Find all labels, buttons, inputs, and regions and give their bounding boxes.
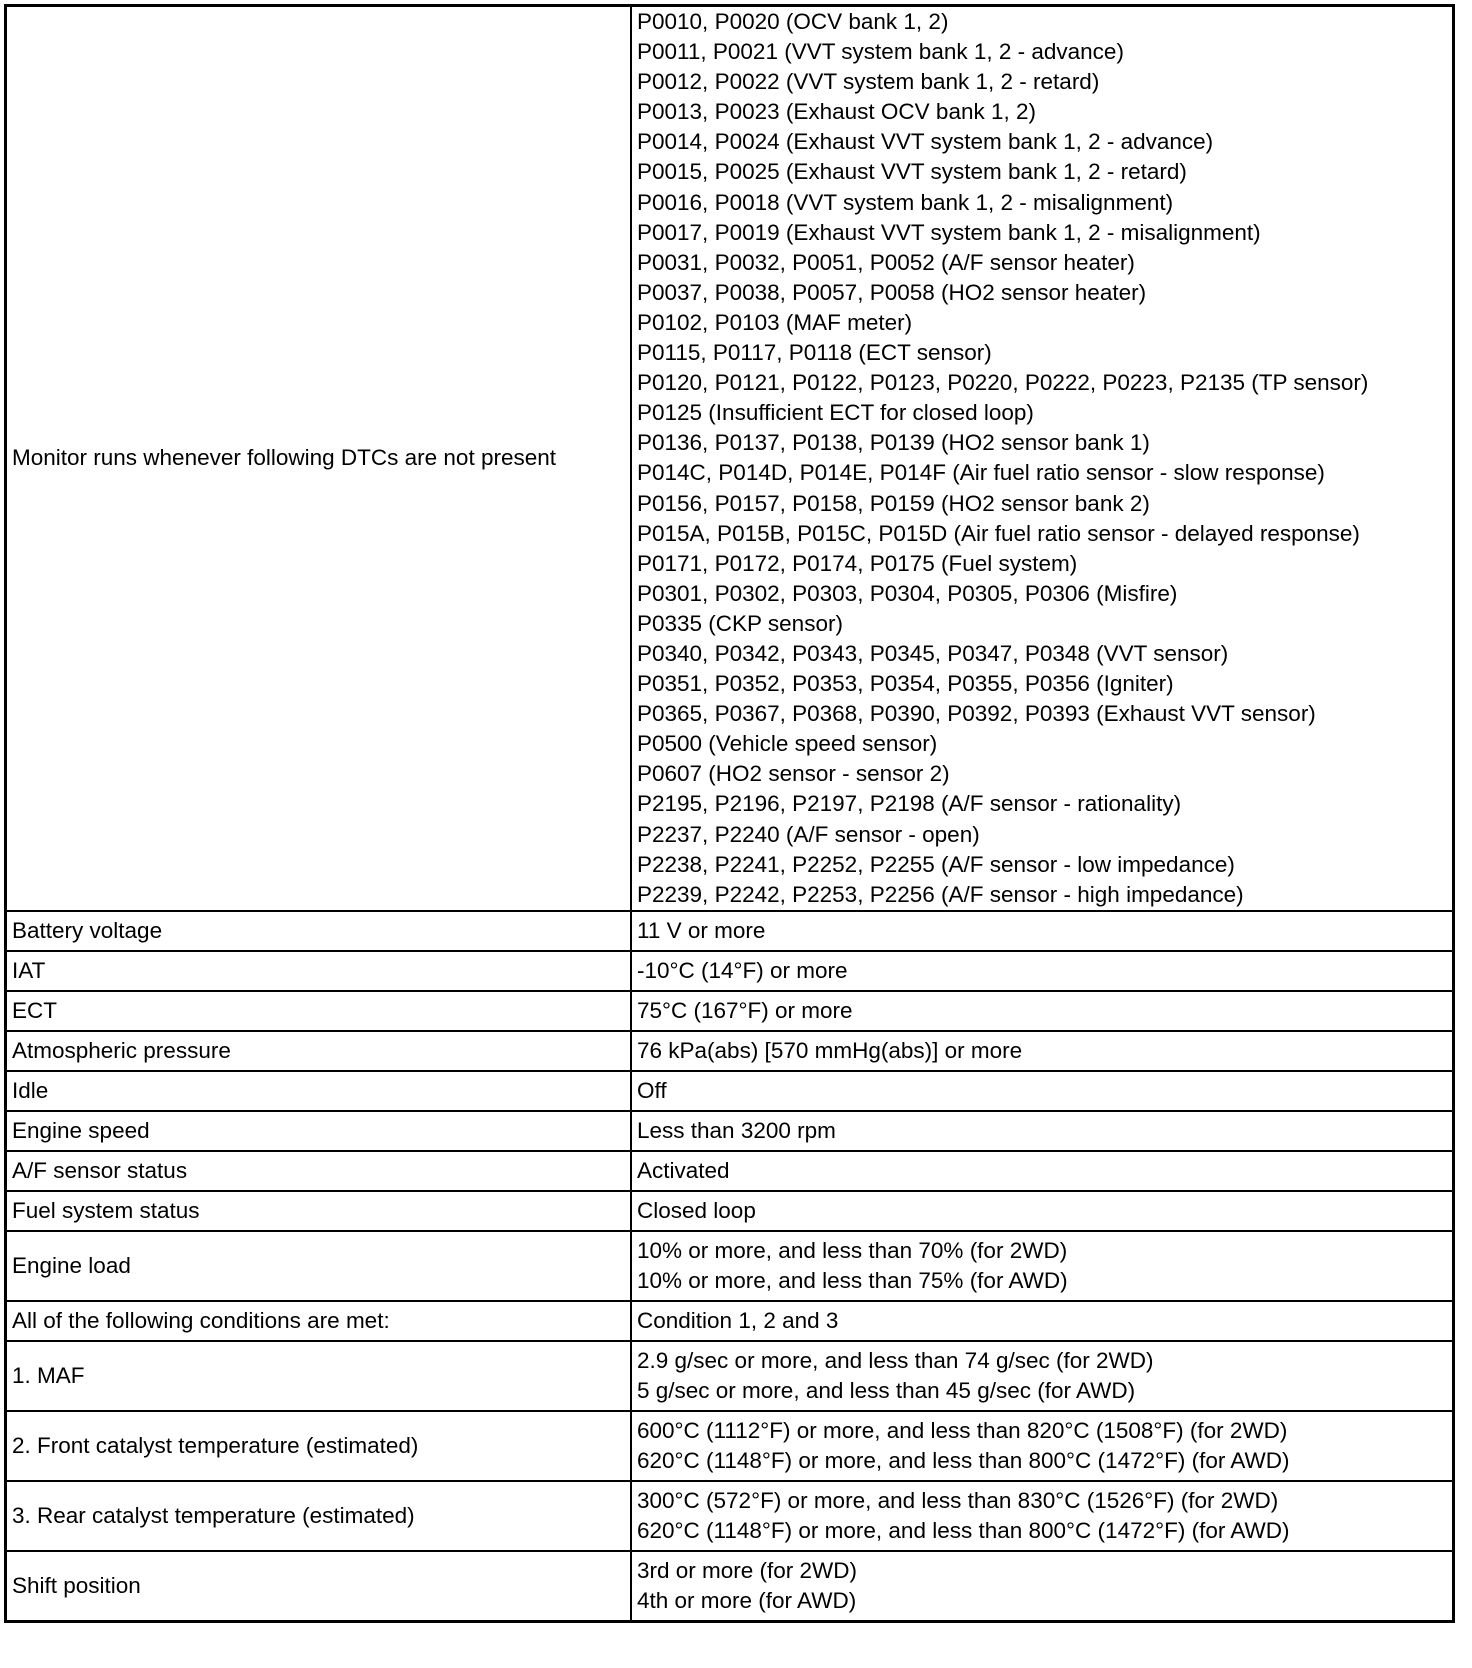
condition-value-cell: [631, 1551, 1454, 1622]
dtc-entry: P0102, P0103 (MAF meter): [637, 309, 913, 335]
condition-label-cell: [6, 951, 632, 991]
condition-value-cell: [631, 1341, 1454, 1411]
condition-value-cell: [631, 1301, 1454, 1341]
condition-label-cell: [6, 1231, 632, 1301]
condition-value: 600°C (1112°F) or more, and less than 820°C (1508°F) (for 2WD): [637, 1417, 1288, 1443]
dtc-entry: P2195, P2196, P2197, P2198 (A/F sensor - rationality): [637, 791, 1182, 817]
table-row: [6, 1111, 1454, 1151]
dtc-entry: P0136, P0137, P0138, P0139 (HO2 sensor bank 1): [637, 430, 1150, 456]
dtc-entry: P0335 (CKP sensor): [637, 610, 843, 636]
condition-value: 10% or more, and less than 70% (for 2WD): [637, 1237, 1068, 1263]
dtc-entry: P0037, P0038, P0057, P0058 (HO2 sensor heater): [637, 279, 1147, 305]
condition-label: Shift position: [12, 1572, 141, 1598]
condition-label-cell: [6, 1301, 632, 1341]
condition-label: Fuel system status: [12, 1197, 200, 1223]
dtc-entry: P0365, P0367, P0368, P0390, P0392, P0393 (Exhaust VVT sensor): [637, 701, 1316, 727]
condition-value: 76 kPa(abs) [570 mmHg(abs)] or more: [637, 1037, 1023, 1063]
table-row: [6, 911, 1454, 951]
dtc-entry: P0351, P0352, P0353, P0354, P0355, P0356 (Igniter): [637, 671, 1174, 697]
condition-label: Monitor runs whenever following DTCs are not present: [12, 445, 556, 471]
dtc-entry: P0014, P0024 (Exhaust VVT system bank 1, 2 - advance): [637, 129, 1214, 155]
condition-label-cell: [6, 1071, 632, 1111]
condition-value-cell: [631, 1151, 1454, 1191]
condition-value-cell: [631, 1411, 1454, 1481]
condition-value-cell: [631, 951, 1454, 991]
condition-value: 10% or more, and less than 75% (for AWD): [637, 1267, 1068, 1293]
condition-label-cell: [6, 1111, 632, 1151]
condition-value: 3rd or more (for 2WD): [637, 1557, 858, 1583]
condition-value-cell: [631, 6, 1454, 911]
dtc-entry: P2238, P2241, P2252, P2255 (A/F sensor - low impedance): [637, 851, 1235, 877]
condition-value: Off: [637, 1077, 667, 1103]
dtc-entry: P0125 (Insufficient ECT for closed loop): [637, 400, 1034, 426]
table-row: [6, 1301, 1454, 1341]
condition-value: Activated: [637, 1157, 730, 1183]
condition-value: 11 V or more: [637, 917, 766, 943]
dtc-entry: P0115, P0117, P0118 (ECT sensor): [637, 340, 992, 366]
condition-value-cell: [631, 1071, 1454, 1111]
dtc-entry: P0156, P0157, P0158, P0159 (HO2 sensor bank 2): [637, 490, 1150, 516]
condition-label-cell: [6, 1151, 632, 1191]
condition-value: 5 g/sec or more, and less than 45 g/sec (for AWD): [637, 1377, 1136, 1403]
condition-label: 2. Front catalyst temperature (estimated): [12, 1432, 419, 1458]
dtc-entry: P0012, P0022 (VVT system bank 1, 2 - retard): [637, 69, 1100, 95]
dtc-entry: P015A, P015B, P015C, P015D (Air fuel ratio sensor - delayed response): [637, 520, 1360, 546]
dtc-entry: P0171, P0172, P0174, P0175 (Fuel system): [637, 550, 1078, 576]
condition-label: All of the following conditions are met:: [12, 1307, 390, 1333]
table-row: [6, 1551, 1454, 1622]
table-row: [6, 6, 1454, 911]
condition-value: 4th or more (for AWD): [637, 1587, 857, 1613]
dtc-entry: P2239, P2242, P2253, P2256 (A/F sensor - high impedance): [637, 881, 1244, 907]
condition-label-cell: [6, 1191, 632, 1231]
dtc-entry: P0340, P0342, P0343, P0345, P0347, P0348 (VVT sensor): [637, 640, 1229, 666]
conditions-table: [4, 4, 1455, 1623]
dtc-entry: P0015, P0025 (Exhaust VVT system bank 1, 2 - retard): [637, 159, 1187, 185]
condition-label: ECT: [12, 997, 57, 1023]
condition-value: 620°C (1148°F) or more, and less than 800°C (1472°F) (for AWD): [637, 1517, 1290, 1543]
condition-label: IAT: [12, 957, 46, 983]
dtc-entry: P0010, P0020 (OCV bank 1, 2): [637, 9, 949, 34]
table-row: [6, 951, 1454, 991]
table-row: [6, 1031, 1454, 1071]
condition-value-cell: [631, 911, 1454, 951]
dtc-entry: P0016, P0018 (VVT system bank 1, 2 - misalignment): [637, 189, 1174, 215]
condition-label: Atmospheric pressure: [12, 1037, 231, 1063]
condition-value-cell: [631, 1481, 1454, 1551]
condition-value-cell: [631, 1111, 1454, 1151]
condition-label: Engine load: [12, 1252, 131, 1278]
condition-value: Less than 3200 rpm: [637, 1117, 836, 1143]
dtc-entry: P0500 (Vehicle speed sensor): [637, 731, 938, 757]
condition-value-cell: [631, 1231, 1454, 1301]
dtc-entry: P2237, P2240 (A/F sensor - open): [637, 821, 980, 847]
condition-label-cell: [6, 991, 632, 1031]
condition-value: Closed loop: [637, 1197, 756, 1223]
condition-label: A/F sensor status: [12, 1157, 188, 1183]
dtc-entry: P0607 (HO2 sensor - sensor 2): [637, 761, 950, 787]
table-row: [6, 1481, 1454, 1551]
dtc-entry: P0031, P0032, P0051, P0052 (A/F sensor heater): [637, 249, 1135, 275]
dtc-entry: P014C, P014D, P014E, P014F (Air fuel ratio sensor - slow response): [637, 460, 1325, 486]
condition-value: -10°C (14°F) or more: [637, 957, 848, 983]
condition-value-cell: [631, 1031, 1454, 1071]
condition-label-cell: [6, 6, 632, 911]
condition-value: 620°C (1148°F) or more, and less than 800°C (1472°F) (for AWD): [637, 1447, 1290, 1473]
condition-label: Idle: [12, 1077, 49, 1103]
condition-value-cell: [631, 1191, 1454, 1231]
condition-label-cell: [6, 1341, 632, 1411]
dtc-entry: P0120, P0121, P0122, P0123, P0220, P0222, P0223, P2135 (TP sensor): [637, 370, 1369, 396]
condition-label-cell: [6, 1551, 632, 1622]
condition-value: Condition 1, 2 and 3: [637, 1307, 839, 1333]
condition-label-cell: [6, 1031, 632, 1071]
condition-label: 3. Rear catalyst temperature (estimated): [12, 1502, 415, 1528]
table-row: [6, 1411, 1454, 1481]
condition-label: Battery voltage: [12, 917, 163, 943]
table-row: [6, 1341, 1454, 1411]
dtc-entry: P0017, P0019 (Exhaust VVT system bank 1, 2 - misalignment): [637, 219, 1261, 245]
table-row: [6, 991, 1454, 1031]
condition-value-cell: [631, 991, 1454, 1031]
condition-label: Engine speed: [12, 1117, 150, 1143]
condition-label-cell: [6, 1411, 632, 1481]
dtc-entry: P0013, P0023 (Exhaust OCV bank 1, 2): [637, 99, 1036, 125]
table-row: [6, 1191, 1454, 1231]
table-row: [6, 1071, 1454, 1111]
condition-label: 1. MAF: [12, 1362, 85, 1388]
table-row: [6, 1231, 1454, 1301]
dtc-entry: P0011, P0021 (VVT system bank 1, 2 - advance): [637, 39, 1124, 65]
condition-value: 300°C (572°F) or more, and less than 830°C (1526°F) (for 2WD): [637, 1487, 1279, 1513]
condition-label-cell: [6, 911, 632, 951]
dtc-entry: P0301, P0302, P0303, P0304, P0305, P0306 (Misfire): [637, 580, 1178, 606]
condition-label-cell: [6, 1481, 632, 1551]
table-row: [6, 1151, 1454, 1191]
condition-value: 75°C (167°F) or more: [637, 997, 853, 1023]
conditions-table-body: [6, 6, 1454, 1622]
condition-value: 2.9 g/sec or more, and less than 74 g/sec (for 2WD): [637, 1347, 1154, 1373]
